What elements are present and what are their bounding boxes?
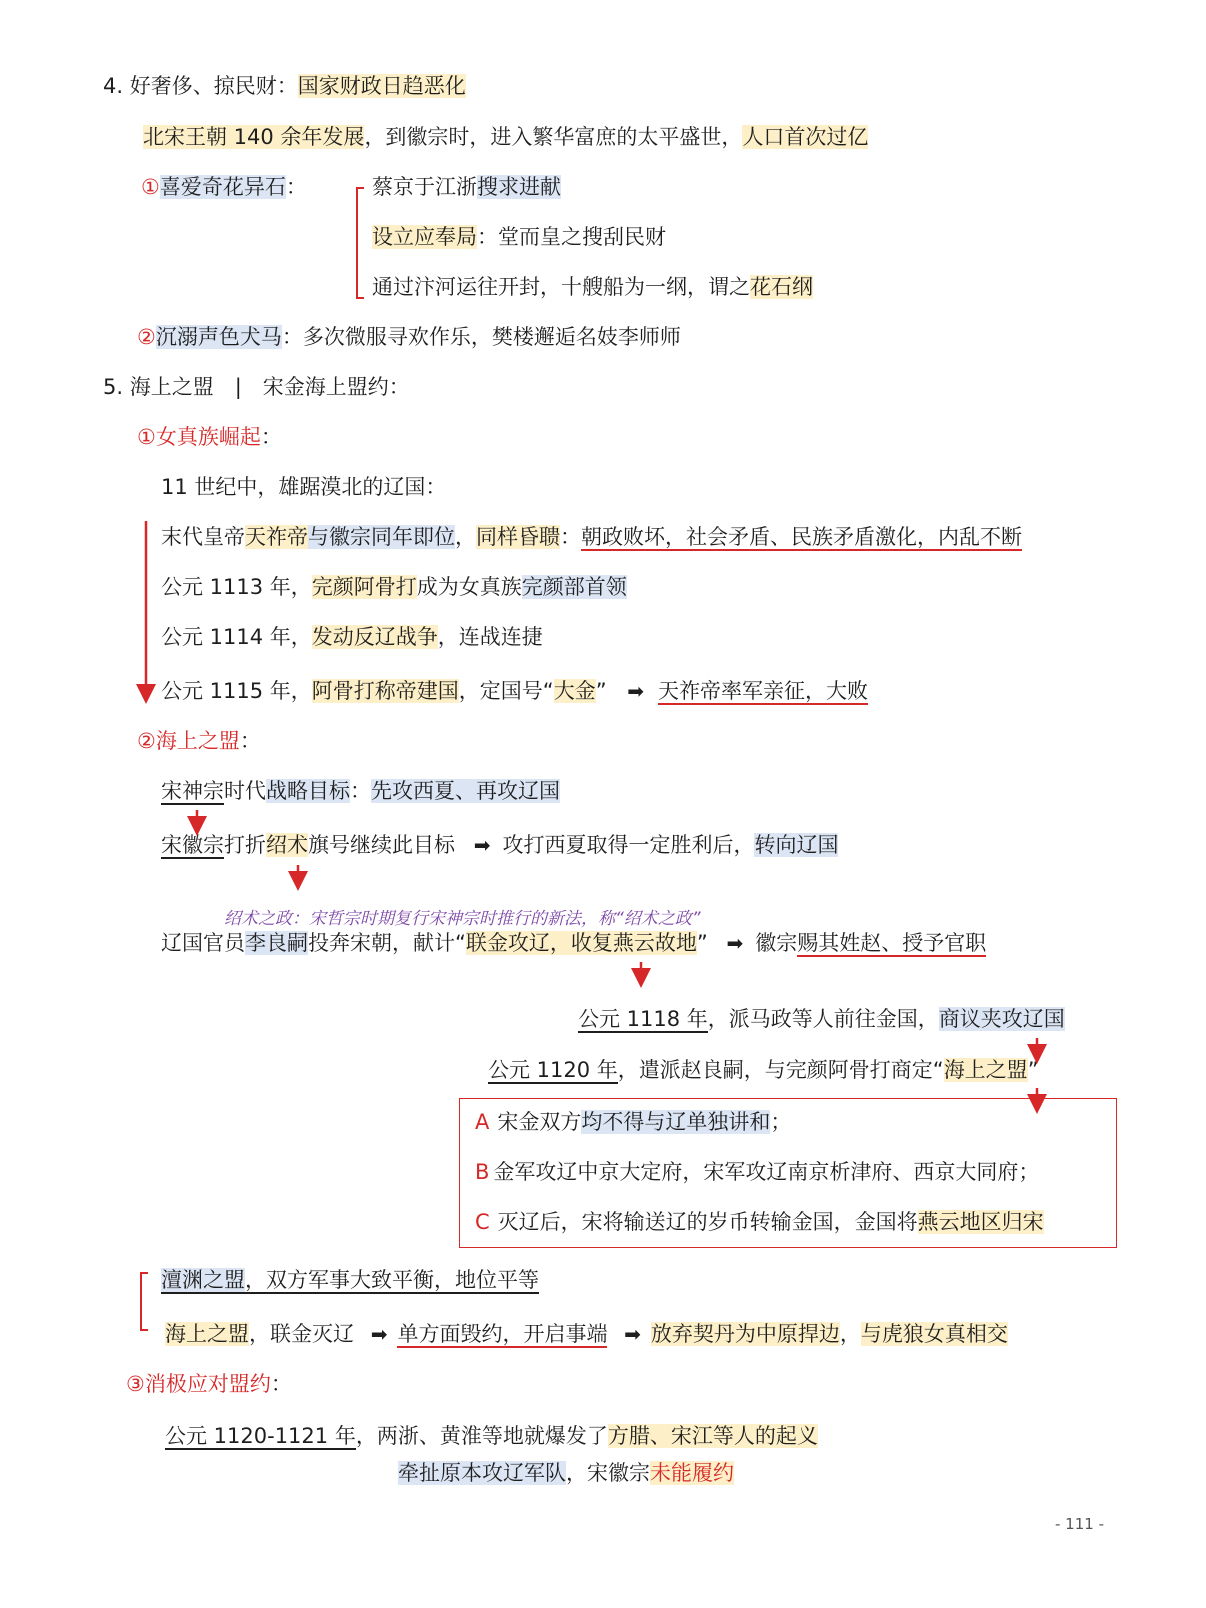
highlight: 联金攻辽，收复燕云故地 <box>465 931 697 955</box>
text: ，定国号“ <box>458 679 554 703</box>
text: 攻打西夏取得一定胜利后， <box>502 833 755 857</box>
text: 末代皇帝 <box>161 525 245 549</box>
point-label: 喜爱奇花异石 <box>159 175 286 199</box>
highlight: 海上之盟 <box>943 1058 1028 1082</box>
text: 徽宗 <box>755 931 798 955</box>
intro-text: ，到徽宗时，进入繁华富庶的太平盛世， <box>364 125 743 149</box>
item-highlight: 花石纲 <box>750 275 813 299</box>
red-underlined-text: 天祚帝率军亲征，大败 <box>658 679 869 703</box>
section-number: 4. <box>103 74 124 98</box>
right-arrow-icon: ➡ <box>370 1322 388 1346</box>
highlight: 未能履约 <box>650 1461 734 1485</box>
item-text: 通过汴河运往开封，十艘船为一纲，谓之 <box>372 275 750 299</box>
section-title: 海上之盟 | 宋金海上盟约： <box>129 375 410 399</box>
colon: ： <box>239 729 261 753</box>
text: 投奔宋朝，献计“ <box>308 931 466 955</box>
text: ” <box>595 679 607 703</box>
highlight: 绍术 <box>266 833 308 857</box>
highlight: 海上之盟 <box>165 1322 249 1346</box>
highlight: 放弃契丹为中原捍边 <box>650 1322 840 1346</box>
text: ： <box>350 779 371 803</box>
text: 公元 1114 年， <box>161 625 312 649</box>
circled-number: ② <box>137 325 156 349</box>
term-letter: A <box>475 1110 490 1134</box>
highlight: 均不得与辽单独讲和 <box>581 1110 771 1134</box>
text: ，派马政等人前往金国， <box>707 1007 939 1031</box>
text: ，两浙、黄淮等地就爆发了 <box>355 1424 608 1448</box>
highlight: 牵扯原本攻辽军队 <box>398 1461 566 1485</box>
item-highlight: 设立应奉局 <box>372 225 477 249</box>
highlight: 同样昏聩 <box>476 525 560 549</box>
underlined-text: ，双方军事大致平衡，地位平等 <box>245 1268 539 1292</box>
term-letter: B <box>475 1160 490 1184</box>
highlight: 李良嗣 <box>245 931 308 955</box>
highlight: 与虎狼女真相交 <box>860 1322 1008 1346</box>
subsection-title-text: ①女真族崛起 <box>137 425 261 449</box>
underlined-text: 宋神宗 <box>161 779 224 803</box>
text: 打折 <box>224 833 266 857</box>
red-underlined-text: 赐其姓赵、授予官职 <box>797 931 987 955</box>
colon: ： <box>285 175 307 199</box>
page-number: - 111 - <box>1055 1515 1104 1533</box>
item-text: 蔡京于江浙 <box>372 175 477 199</box>
underlined-text: 公元 1120 年 <box>488 1058 618 1082</box>
text: 金军攻辽中京大定府，宋军攻辽南京析津府、西京大同府； <box>493 1160 1040 1184</box>
highlight: 燕云地区归宋 <box>917 1210 1044 1234</box>
term-letter: C <box>475 1210 490 1234</box>
highlight: 完颜阿骨打 <box>311 575 417 599</box>
right-arrow-icon: ➡ <box>726 931 744 955</box>
highlight: 与徽宗同年即位 <box>308 525 455 549</box>
underlined-text: 公元 1120-1121 年 <box>165 1424 356 1448</box>
circled-number: ① <box>141 175 160 199</box>
highlight: 商议夹攻辽国 <box>938 1007 1065 1031</box>
subsection-title-text: ②海上之盟 <box>137 729 240 753</box>
highlight: 先攻西夏、再攻辽国 <box>371 779 560 803</box>
text: ” <box>696 931 708 955</box>
right-arrow-icon: ➡ <box>624 1322 641 1346</box>
item-highlight: 搜求进献 <box>477 175 561 199</box>
highlight: 大金 <box>553 679 596 703</box>
colon: ： <box>260 425 282 449</box>
underlined-text: 宋徽宗 <box>161 833 224 857</box>
text: ， <box>839 1322 861 1346</box>
highlight: 转向辽国 <box>754 833 839 857</box>
highlight: 战略目标 <box>266 779 350 803</box>
text: 成为女真族 <box>416 575 522 599</box>
red-underlined-text: 单方面毁约，开启事端 <box>397 1322 608 1346</box>
text: 旗号继续此目标 <box>308 833 455 857</box>
text: 公元 1113 年， <box>161 575 312 599</box>
point-label: 沉溺声色犬马 <box>155 325 282 349</box>
text: ，宋徽宗 <box>566 1461 650 1485</box>
red-underlined-text: 朝政败坏，社会矛盾、民族矛盾激化，内乱不断 <box>581 525 1022 549</box>
text: ，遣派赵良嗣，与完颜阿骨打商定“ <box>617 1058 944 1082</box>
highlight: 完颜部首领 <box>521 575 627 599</box>
text: 辽国官员 <box>161 931 245 955</box>
note-shaoshu: 绍术之政：宋哲宗时期复行宋神宗时推行的新法，称“绍术之政” <box>224 909 701 929</box>
section-number: 5. <box>103 375 124 399</box>
text: ，联金灭辽 <box>249 1322 354 1346</box>
highlight: 阿骨打称帝建国 <box>311 679 459 703</box>
subsection-title-text: ③消极应对盟约 <box>126 1372 271 1396</box>
text: ： <box>560 525 581 549</box>
highlight: 方腊、宋江等人的起义 <box>607 1424 818 1448</box>
intro-highlight-1: 北宋王朝 140 余年发展 <box>143 125 365 149</box>
bracket-point-1 <box>357 188 364 298</box>
underlined-text: 公元 1118 年 <box>578 1007 708 1031</box>
text: 时代 <box>224 779 266 803</box>
colon: ： <box>270 1372 292 1396</box>
highlight: 发动反辽战争 <box>311 625 438 649</box>
text: 公元 1115 年， <box>161 679 312 703</box>
text: ，连战连捷 <box>437 625 543 649</box>
text: ， <box>455 525 476 549</box>
section-title-highlight: 国家财政日趋恶化 <box>297 74 466 98</box>
intro-highlight-2: 人口首次过亿 <box>742 125 869 149</box>
highlight: 天祚帝 <box>245 525 308 549</box>
section-title: 好奢侈、掠民财： <box>129 74 298 98</box>
text: 灭辽后，宋将输送辽的岁币转输金国，金国将 <box>497 1210 918 1234</box>
highlight: 澶渊之盟 <box>161 1268 245 1292</box>
bracket-comparison <box>141 1273 148 1330</box>
text: 宋金双方 <box>497 1110 582 1134</box>
text: ； <box>770 1110 792 1134</box>
item-text: ：堂而皇之搜刮民财 <box>477 225 666 249</box>
text: ” <box>1027 1058 1039 1082</box>
liao-intro: 11 世纪中，雄踞漠北的辽国： <box>161 475 447 499</box>
right-arrow-icon: ➡ <box>627 679 645 703</box>
point-text: ：多次微服寻欢作乐，樊楼邂逅名妓李师师 <box>281 325 681 349</box>
right-arrow-icon: ➡ <box>473 833 491 857</box>
